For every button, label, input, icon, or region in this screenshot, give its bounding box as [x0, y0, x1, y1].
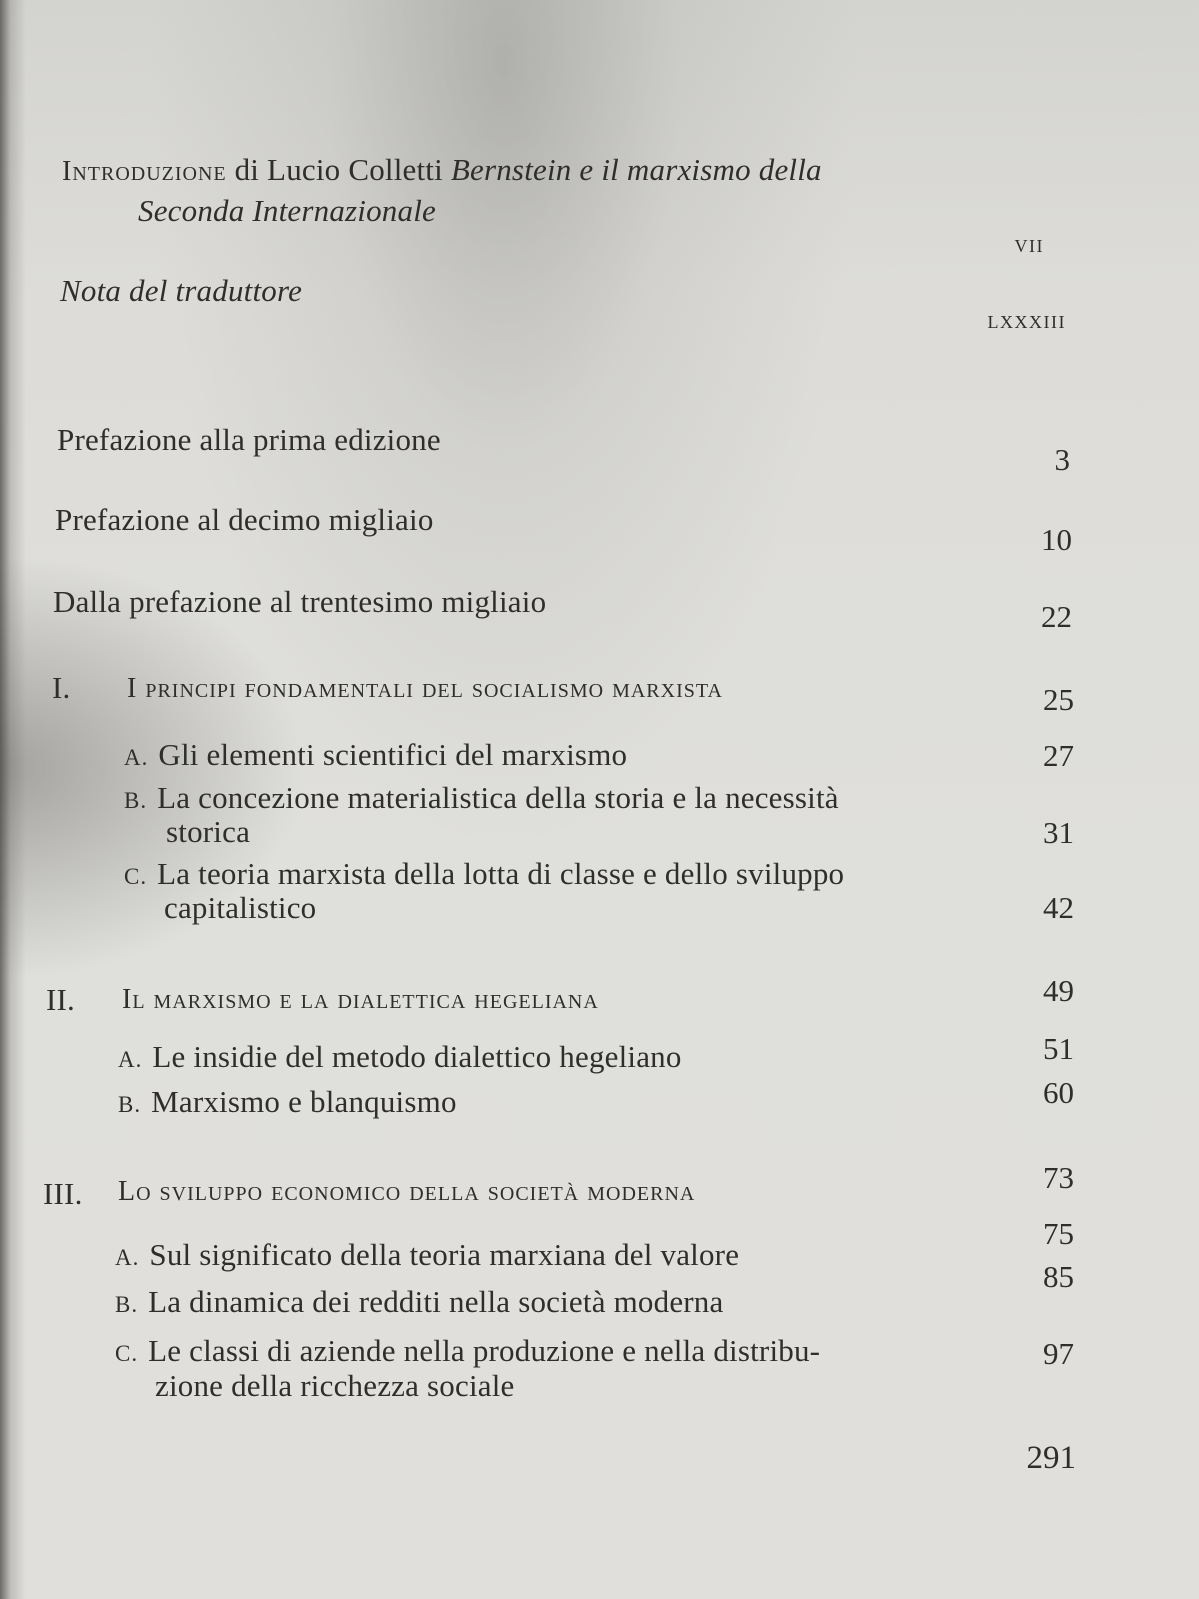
preface-2-title: Prefazione al decimo migliaio [55, 502, 434, 537]
section-title: La dinamica dei redditi nella società moderna [148, 1284, 724, 1319]
chapter-2-numeral: II. [46, 982, 75, 1017]
intro-title-line1: Bernstein e il marxismo della [450, 152, 822, 187]
chapter-1-section-b-line2: storica [166, 814, 251, 849]
section-title: Le classi di aziende nella produzione e nella distribu- [148, 1333, 821, 1368]
preface-3-title: Dalla prefazione al trentesimo migliaio [53, 584, 547, 619]
section-title: La concezione materialistica della storia e la necessità [157, 780, 839, 815]
section-letter: B. [124, 788, 148, 813]
section-title: Le insidie del metodo dialettico hegeliano [152, 1039, 682, 1074]
intro-title-line2: Seconda Internazionale [138, 193, 436, 228]
chapter-3-title: Lo sviluppo economico della società moderna [118, 1176, 696, 1207]
page-shadow-edge [0, 0, 26, 1599]
intro-author: di Lucio Colletti [234, 152, 443, 187]
chapter-2-title: Il marxismo e la dialettica hegeliana [122, 984, 599, 1015]
intro-page: VII [1014, 236, 1044, 256]
section-letter: C. [115, 1341, 139, 1366]
section-title: Sul significato della teoria marxiana del valore [149, 1237, 740, 1272]
preface-2-page: 10 [1041, 522, 1072, 557]
section-letter: A. [118, 1047, 143, 1072]
chapter-3-section-b-page: 85 [1043, 1259, 1074, 1294]
chapter-3-section-a [115, 1237, 739, 1276]
translator-note-page: LXXXIII [987, 312, 1066, 332]
preface-1-page: 3 [1054, 442, 1070, 477]
chapter-1-section-a-page: 27 [1043, 738, 1074, 773]
intro-line-1 [62, 152, 822, 190]
intro-label: Introduzione [62, 156, 227, 187]
section-title: Gli elementi scientifici del marxismo [158, 737, 628, 772]
chapter-1-numeral: I. [52, 670, 71, 705]
section-letter: C. [124, 864, 148, 889]
page-number: 291 [1026, 1440, 1076, 1476]
chapter-1-title: I principi fondamentali del socialismo marxista [127, 673, 723, 704]
chapter-3-section-c-line2: zione della ricchezza sociale [155, 1368, 515, 1403]
chapter-2-page: 49 [1043, 973, 1074, 1008]
chapter-3-section-c [115, 1333, 820, 1372]
preface-3-page: 22 [1041, 599, 1072, 634]
chapter-2-section-b [118, 1084, 457, 1123]
section-letter: A. [124, 745, 149, 770]
chapter-3-section-b [115, 1284, 723, 1323]
chapter-3-numeral: III. [43, 1176, 83, 1211]
section-title: La teoria marxista della lotta di classe e dello sviluppo [157, 856, 845, 891]
chapter-3-section-a-page: 75 [1043, 1216, 1074, 1251]
chapter-1-section-a [124, 737, 627, 776]
preface-1-title: Prefazione alla prima edizione [57, 422, 441, 457]
section-letter: A. [115, 1245, 140, 1270]
chapter-1-section-c-page: 42 [1043, 890, 1074, 925]
translator-note-title: Nota del traduttore [60, 273, 303, 308]
chapter-3-page: 73 [1043, 1160, 1074, 1195]
chapter-2-section-a-page: 51 [1043, 1031, 1074, 1066]
chapter-3-section-c-page: 97 [1043, 1336, 1074, 1371]
chapter-1-section-b-page: 31 [1043, 815, 1074, 850]
section-letter: B. [118, 1092, 142, 1117]
section-title: Marxismo e blanquismo [151, 1084, 457, 1119]
chapter-1-section-c-line2: capitalistico [164, 890, 317, 925]
chapter-2-section-a [118, 1039, 682, 1078]
chapter-1-page: 25 [1043, 682, 1074, 717]
section-letter: B. [115, 1292, 139, 1317]
chapter-2-section-b-page: 60 [1043, 1075, 1074, 1110]
